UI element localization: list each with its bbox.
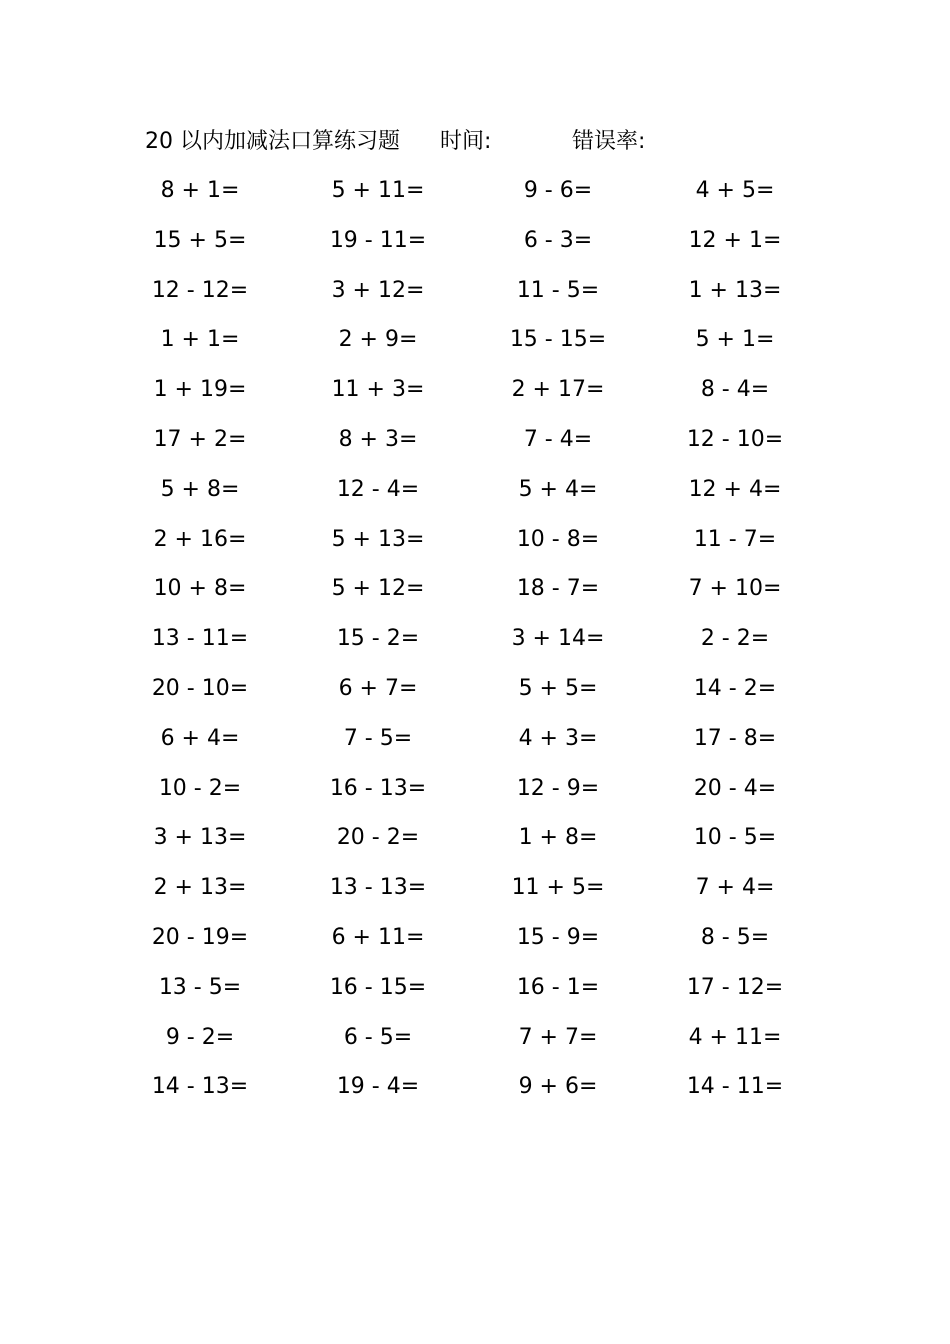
- math-problem: 4 + 11=: [688, 1024, 782, 1050]
- math-problem: 20 - 19=: [151, 924, 249, 950]
- math-problem: 9 - 6=: [523, 178, 593, 203]
- math-problem: 10 + 8=: [153, 576, 247, 602]
- math-problem: 13 - 13=: [329, 875, 427, 901]
- math-problem: 20 - 2=: [336, 825, 420, 851]
- math-problem: 6 - 5=: [343, 1024, 413, 1050]
- math-problem: 16 - 15=: [329, 974, 427, 1000]
- math-problem: 18 - 7=: [516, 576, 600, 602]
- math-problem: 1 + 1=: [160, 327, 240, 353]
- math-problem: 12 - 12=: [151, 277, 249, 303]
- math-problem: 1 + 19=: [153, 377, 247, 403]
- math-problem: 1 + 8=: [518, 825, 598, 851]
- math-problem: 10 - 5=: [693, 825, 777, 851]
- math-problem: 11 + 5=: [511, 875, 605, 901]
- math-problem: 7 + 7=: [518, 1024, 598, 1050]
- problem-row: [120, 871, 820, 921]
- math-problem: 6 + 4=: [160, 725, 240, 751]
- math-problem: 10 - 8=: [516, 526, 600, 552]
- math-problem: 12 - 4=: [336, 476, 420, 502]
- math-problem: 5 + 4=: [518, 476, 598, 502]
- problem-row: [120, 174, 820, 224]
- math-problem: 19 - 4=: [336, 1074, 420, 1100]
- math-problem: 2 + 13=: [153, 875, 247, 901]
- math-problem: 7 + 4=: [695, 875, 775, 901]
- math-problem: 8 + 1=: [160, 178, 240, 203]
- math-problem: 11 - 5=: [516, 277, 600, 303]
- problem-row: [120, 672, 820, 722]
- math-problem: 2 + 9=: [338, 327, 418, 353]
- math-problem: 12 + 4=: [688, 476, 782, 502]
- math-problem: 8 - 4=: [700, 377, 770, 403]
- math-problem: 5 + 8=: [160, 476, 240, 502]
- error-rate-label: 错误率:: [572, 129, 646, 154]
- math-problem: 14 - 11=: [686, 1074, 784, 1100]
- problem-row: [120, 772, 820, 822]
- math-problem: 12 - 10=: [686, 426, 784, 452]
- problem-grid: [120, 174, 820, 1120]
- math-problem: 13 - 5=: [158, 974, 242, 1000]
- math-problem: 4 + 3=: [518, 725, 598, 751]
- math-problem: 7 - 4=: [523, 426, 593, 452]
- math-problem: 3 + 14=: [511, 626, 605, 652]
- math-problem: 14 - 13=: [151, 1074, 249, 1100]
- math-problem: 2 + 16=: [153, 526, 247, 552]
- math-problem: 7 + 10=: [688, 576, 782, 602]
- math-problem: 5 + 5=: [518, 675, 598, 701]
- math-problem: 15 - 9=: [516, 924, 600, 950]
- math-problem: 14 - 2=: [693, 675, 777, 701]
- problem-row: [120, 224, 820, 274]
- math-problem: 1 + 13=: [688, 277, 782, 303]
- math-problem: 17 - 12=: [686, 974, 784, 1000]
- math-problem: 3 + 13=: [153, 825, 247, 851]
- problem-row: [120, 323, 820, 373]
- problem-row: [120, 622, 820, 672]
- math-problem: 17 + 2=: [153, 426, 247, 452]
- problem-row: [120, 572, 820, 622]
- math-problem: 11 - 7=: [693, 526, 777, 552]
- math-problem: 6 + 11=: [331, 924, 425, 950]
- math-problem: 9 + 6=: [518, 1074, 598, 1100]
- math-problem: 5 + 12=: [331, 576, 425, 602]
- time-label: 时间:: [440, 129, 492, 154]
- problem-row: [120, 921, 820, 971]
- problem-row: [120, 1070, 820, 1120]
- math-problem: 7 - 5=: [343, 725, 413, 751]
- problem-row: [120, 423, 820, 473]
- worksheet-title: 20 以内加减法口算练习题: [145, 129, 400, 154]
- math-problem: 15 - 2=: [336, 626, 420, 652]
- problem-row: [120, 473, 820, 523]
- math-problem: 12 - 9=: [516, 775, 600, 801]
- math-problem: 17 - 8=: [693, 725, 777, 751]
- math-problem: 3 + 12=: [331, 277, 425, 303]
- math-problem: 13 - 11=: [151, 626, 249, 652]
- problem-row: [120, 1021, 820, 1071]
- math-problem: 15 - 15=: [509, 327, 607, 353]
- math-problem: 12 + 1=: [688, 227, 782, 253]
- math-problem: 4 + 5=: [695, 178, 775, 203]
- math-problem: 19 - 11=: [329, 227, 427, 253]
- math-problem: 2 - 2=: [700, 626, 770, 652]
- math-problem: 10 - 2=: [158, 775, 242, 801]
- problem-row: [120, 722, 820, 772]
- math-problem: 5 + 1=: [695, 327, 775, 353]
- problem-row: [120, 971, 820, 1021]
- problem-row: [120, 821, 820, 871]
- problem-row: [120, 523, 820, 573]
- math-problem: 16 - 13=: [329, 775, 427, 801]
- problem-row: [120, 274, 820, 324]
- math-problem: 8 - 5=: [700, 924, 770, 950]
- math-problem: 8 + 3=: [338, 426, 418, 452]
- math-problem: 5 + 11=: [331, 178, 425, 203]
- math-problem: 16 - 1=: [516, 974, 600, 1000]
- math-problem: 9 - 2=: [165, 1024, 235, 1050]
- math-problem: 5 + 13=: [331, 526, 425, 552]
- math-problem: 15 + 5=: [153, 227, 247, 253]
- math-problem: 20 - 10=: [151, 675, 249, 701]
- math-problem: 6 + 7=: [338, 675, 418, 701]
- math-problem: 20 - 4=: [693, 775, 777, 801]
- problem-row: [120, 373, 820, 423]
- math-problem: 6 - 3=: [523, 227, 593, 253]
- math-problem: 11 + 3=: [331, 377, 425, 403]
- math-problem: 2 + 17=: [511, 377, 605, 403]
